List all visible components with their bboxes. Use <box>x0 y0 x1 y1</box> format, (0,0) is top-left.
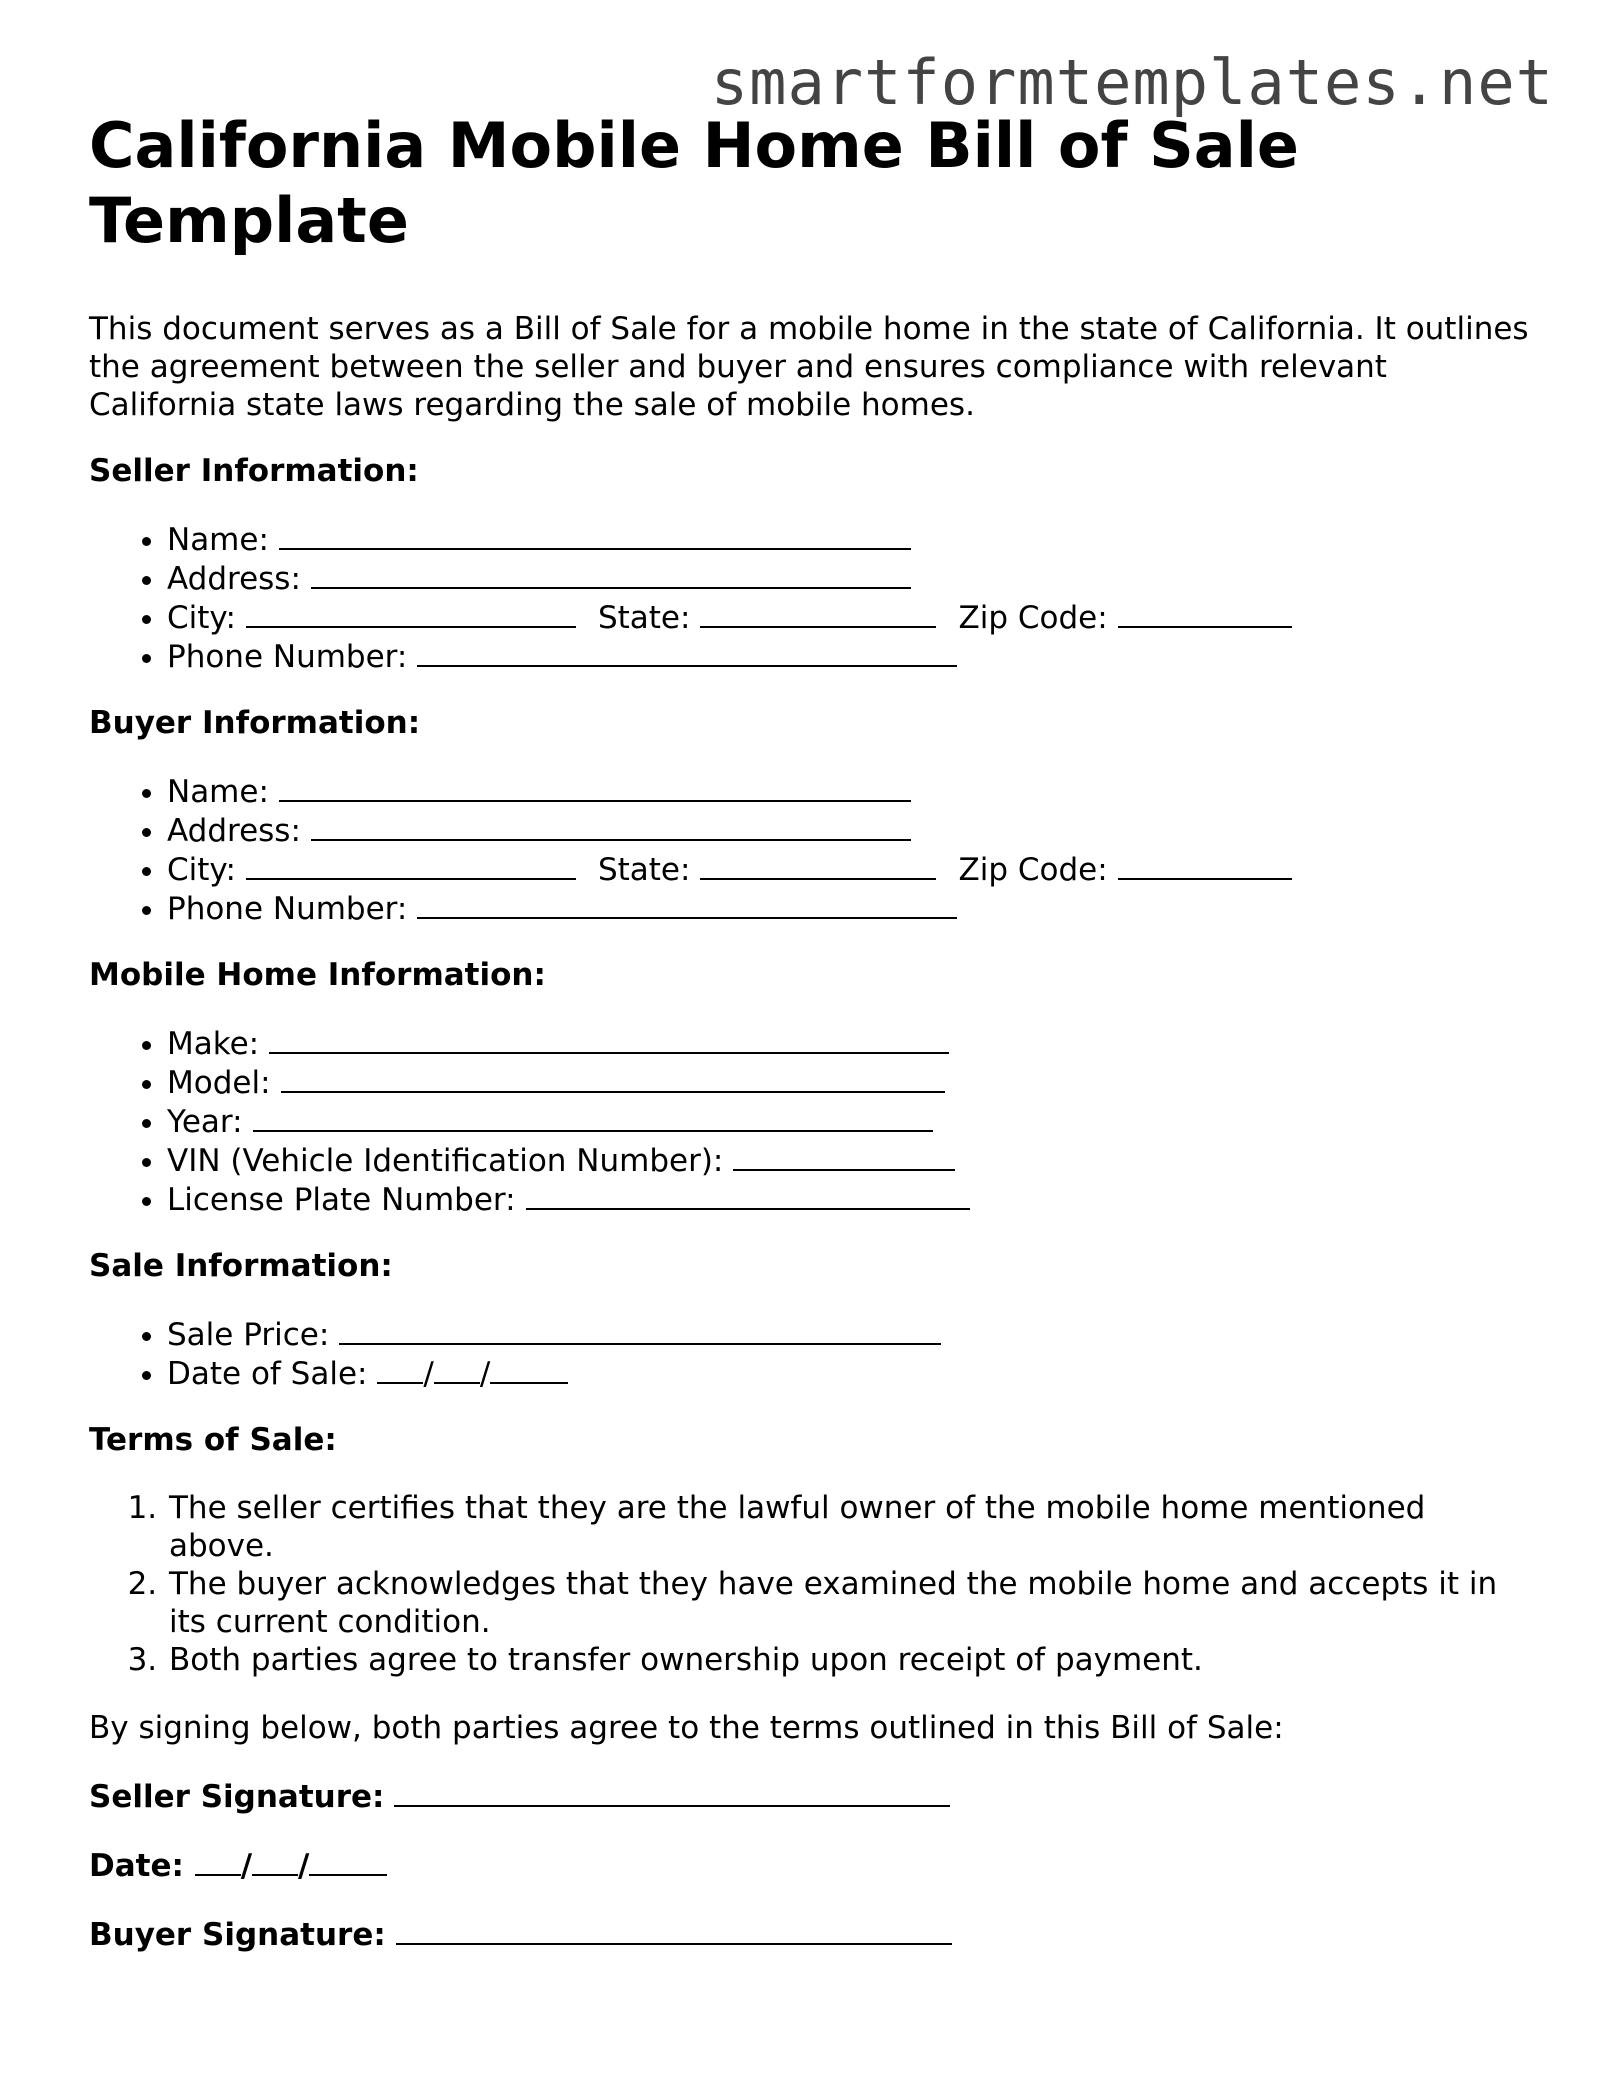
home-plate-field[interactable] <box>526 1180 970 1210</box>
sale-date-month-field[interactable] <box>377 1354 423 1384</box>
intro-paragraph: This document serves as a Bill of Sale for a mobile home in the state of California. It outlines the agreement between the seller and buyer and ensures compliance with relevant California state laws regarding the sale of mobile homes. <box>89 311 1529 423</box>
terms-heading: Terms of Sale: <box>89 1422 337 1458</box>
buyer-zip-field[interactable] <box>1118 850 1292 880</box>
home-model-field[interactable] <box>281 1063 945 1093</box>
list-item <box>167 1315 1539 1354</box>
page-title: California Mobile Home Bill of Sale Template <box>89 109 1299 257</box>
buyer-heading: Buyer Information: <box>89 705 421 741</box>
sale-date-day-field[interactable] <box>434 1354 480 1384</box>
terms-list <box>89 1489 1539 1679</box>
list-item <box>167 1102 1539 1141</box>
list-item <box>167 772 1539 811</box>
list-item: 3. Both parties agree to transfer ownership upon receipt of payment. <box>167 1641 1539 1679</box>
field-label: Name: <box>167 774 269 810</box>
buyer-name-field[interactable] <box>279 772 911 802</box>
field-label: Address: <box>167 561 301 597</box>
buyer-signature-line <box>89 1915 1539 1954</box>
buyer-signature-field[interactable] <box>396 1915 952 1945</box>
signature-date-month-field[interactable] <box>195 1846 241 1876</box>
buyer-fields <box>89 772 1539 928</box>
document-page <box>89 108 1539 1954</box>
seller-heading: Seller Information: <box>89 453 419 489</box>
field-label: Year: <box>167 1104 243 1140</box>
seller-signature-field[interactable] <box>394 1777 950 1807</box>
closing-statement: By signing below, both parties agree to the terms outlined in this Bill of Sale: <box>89 1710 1284 1746</box>
home-vin-field[interactable] <box>733 1141 955 1171</box>
list-item <box>167 598 1539 637</box>
seller-name-field[interactable] <box>279 520 911 550</box>
seller-city-field[interactable] <box>246 598 576 628</box>
list-item <box>167 1180 1539 1219</box>
watermark: smartformtemplates.net <box>710 46 1554 119</box>
buyer-state-field[interactable] <box>700 850 936 880</box>
field-label: Date of Sale: <box>167 1356 368 1392</box>
list-item <box>167 1141 1539 1180</box>
list-item <box>167 850 1539 889</box>
seller-zip-field[interactable] <box>1118 598 1292 628</box>
home-fields <box>89 1024 1539 1219</box>
field-label: Sale Price: <box>167 1317 330 1353</box>
sale-price-field[interactable] <box>339 1315 941 1345</box>
field-label: State: <box>597 600 691 636</box>
sale-fields <box>89 1315 1539 1393</box>
list-item <box>167 1024 1539 1063</box>
field-label: Zip Code: <box>958 600 1108 636</box>
field-label: Zip Code: <box>958 852 1108 888</box>
sale-heading: Sale Information: <box>89 1248 393 1284</box>
field-label: Date: <box>89 1848 184 1884</box>
seller-phone-field[interactable] <box>417 637 957 667</box>
buyer-phone-field[interactable] <box>417 889 957 919</box>
field-label: Address: <box>167 813 301 849</box>
field-label: Buyer Signature: <box>89 1917 386 1953</box>
seller-state-field[interactable] <box>700 598 936 628</box>
home-heading: Mobile Home Information: <box>89 957 546 993</box>
seller-signature-line <box>89 1777 1539 1816</box>
field-label: Phone Number: <box>167 639 408 675</box>
buyer-city-field[interactable] <box>246 850 576 880</box>
field-label: City: <box>167 600 236 636</box>
list-item <box>167 811 1539 850</box>
list-item <box>167 889 1539 928</box>
sale-date-year-field[interactable] <box>490 1354 568 1384</box>
list-item <box>167 520 1539 559</box>
field-label: License Plate Number: <box>167 1182 516 1218</box>
field-label: Model: <box>167 1065 271 1101</box>
seller-fields <box>89 520 1539 676</box>
signature-date-line <box>89 1846 1539 1885</box>
field-label: City: <box>167 852 236 888</box>
buyer-address-field[interactable] <box>311 811 911 841</box>
field-label: Name: <box>167 522 269 558</box>
list-item <box>167 1063 1539 1102</box>
list-item <box>167 1354 1539 1393</box>
field-label: Seller Signature: <box>89 1779 385 1815</box>
date-separator: / <box>298 1848 310 1884</box>
field-label: State: <box>597 852 691 888</box>
home-make-field[interactable] <box>269 1024 949 1054</box>
list-item <box>167 559 1539 598</box>
field-label: VIN (Vehicle Identification Number): <box>167 1143 724 1179</box>
list-item <box>167 637 1539 676</box>
field-label: Phone Number: <box>167 891 408 927</box>
signature-date-year-field[interactable] <box>309 1846 387 1876</box>
date-separator: / <box>240 1848 253 1884</box>
list-item: 2. The buyer acknowledges that they have examined the mobile home and accepts it in its current condition. <box>167 1565 1539 1641</box>
signature-date-day-field[interactable] <box>252 1846 298 1876</box>
home-year-field[interactable] <box>253 1102 933 1132</box>
list-item: 1. The seller certifies that they are the lawful owner of the mobile home mentioned above. <box>167 1489 1539 1565</box>
date-separator: / <box>479 1356 491 1392</box>
seller-address-field[interactable] <box>311 559 911 589</box>
date-separator: / <box>423 1356 434 1392</box>
field-label: Make: <box>167 1026 260 1062</box>
